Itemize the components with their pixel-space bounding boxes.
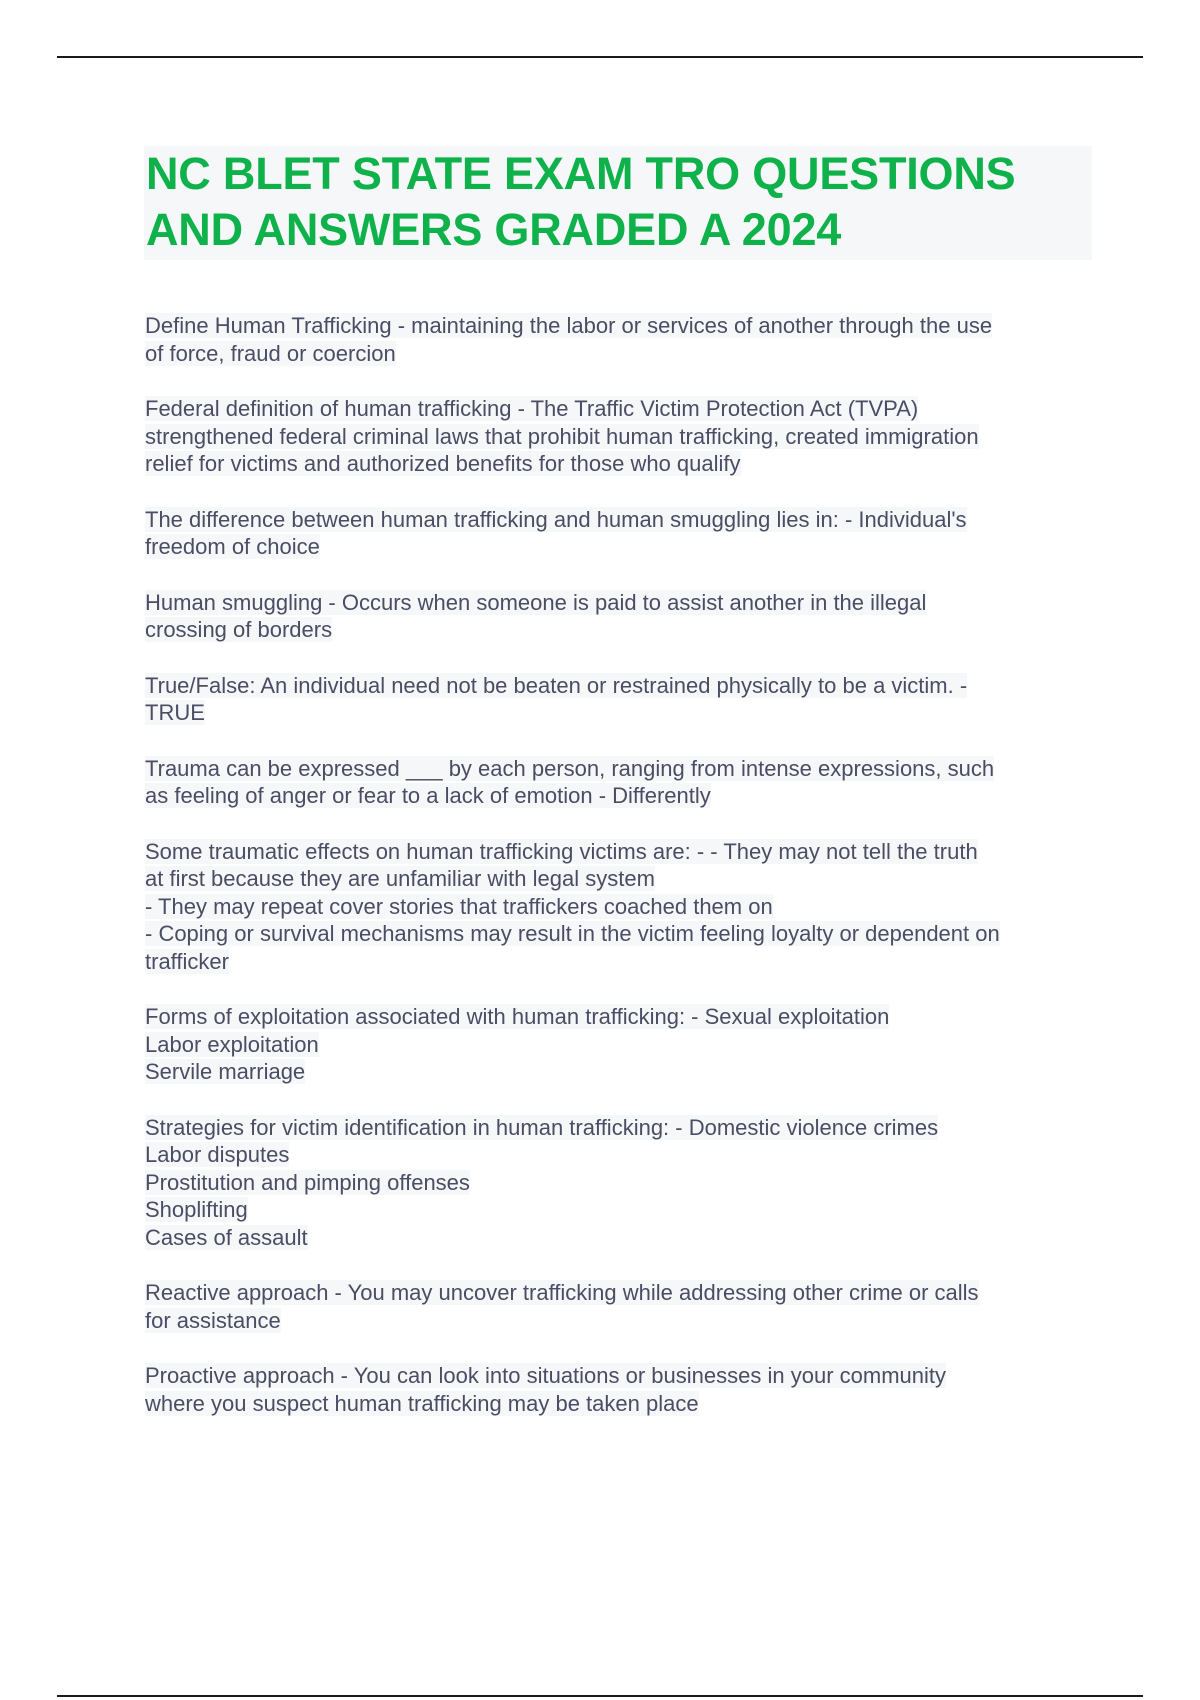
qa-entry	[145, 506, 1090, 561]
qa-line-text: Prostitution and pimping offenses	[145, 1169, 470, 1195]
qa-entry	[145, 589, 1090, 644]
qa-line	[145, 1224, 1090, 1252]
qa-line	[145, 838, 1090, 866]
qa-entry	[145, 838, 1090, 976]
qa-line	[145, 616, 1090, 644]
qa-line-text: strengthened federal criminal laws that prohibit human trafficking, created immigration	[145, 423, 979, 449]
qa-line-text: Cases of assault	[145, 1224, 308, 1250]
qa-entry	[145, 395, 1090, 478]
qa-line	[145, 450, 1090, 478]
qa-line-text: - They may repeat cover stories that traffickers coached them on	[145, 893, 773, 919]
qa-line-text: Forms of exploitation associated with human trafficking: - Sexual exploitation	[145, 1004, 890, 1029]
qa-line	[145, 1114, 1090, 1142]
qa-line-text: Strategies for victim identification in human trafficking: - Domestic violence crimes	[145, 1114, 939, 1140]
qa-entry	[145, 1362, 1090, 1417]
qa-line-text: Define Human Trafficking - maintaining the labor or services of another through the use	[145, 313, 993, 338]
qa-line	[145, 672, 1090, 700]
qa-line-text: Some traumatic effects on human trafficking victims are: - - They may not tell the truth	[145, 838, 978, 864]
qa-entry	[145, 755, 1090, 810]
qa-line	[145, 395, 1090, 423]
qa-line	[145, 893, 1090, 921]
qa-line	[145, 1003, 1090, 1031]
qa-line	[145, 920, 1090, 948]
qa-line-text: Proactive approach - You can look into situations or businesses in your community	[145, 1363, 946, 1388]
qa-line-text: Reactive approach - You may uncover trafficking while addressing other crime or calls	[145, 1280, 979, 1305]
qa-line	[145, 782, 1090, 810]
qa-line-text: freedom of choice	[145, 534, 320, 559]
title-line-1: NC BLET STATE EXAM TRO QUESTIONS	[146, 148, 1016, 199]
qa-line	[145, 699, 1090, 727]
title-line-2: AND ANSWERS GRADED A 2024	[146, 204, 842, 255]
qa-line-text: relief for victims and authorized benefits for those who qualify	[145, 451, 741, 476]
qa-line	[145, 506, 1090, 534]
qa-line	[145, 755, 1090, 783]
qa-line-text: Labor disputes	[145, 1142, 290, 1167]
qa-line-text: Shoplifting	[145, 1197, 248, 1222]
qa-entry	[145, 1003, 1090, 1086]
qa-line-text: Human smuggling - Occurs when someone is paid to assist another in the illegal	[145, 589, 927, 615]
qa-line	[145, 1169, 1090, 1197]
qa-line	[145, 1307, 1090, 1335]
qa-line	[145, 865, 1090, 893]
bottom-rule	[57, 1695, 1143, 1697]
qa-line	[145, 1031, 1090, 1059]
top-rule	[57, 56, 1143, 58]
qa-entry	[145, 1279, 1090, 1334]
qa-line	[145, 1141, 1090, 1169]
qa-line-text: - Coping or survival mechanisms may result in the victim feeling loyalty or dependent on	[145, 921, 1000, 946]
qa-line	[145, 533, 1090, 561]
qa-line-text: TRUE	[145, 700, 205, 725]
qa-line-text: trafficker	[145, 948, 229, 974]
qa-entry	[145, 1114, 1090, 1252]
qa-line-text: Labor exploitation	[145, 1031, 319, 1057]
qa-entry	[145, 672, 1090, 727]
qa-line	[145, 1362, 1090, 1390]
qa-line-text: True/False: An individual need not be beaten or restrained physically to be a victim. -	[145, 672, 968, 698]
qa-line-text: Servile marriage	[145, 1059, 306, 1084]
qa-line-text: for assistance	[145, 1307, 281, 1333]
qa-line-text: of force, fraud or coercion	[145, 340, 396, 366]
qa-line	[145, 1058, 1090, 1086]
qa-line	[145, 312, 1090, 340]
qa-line-text: as feeling of anger or fear to a lack of emotion - Differently	[145, 783, 711, 808]
qa-list	[145, 312, 1090, 1445]
qa-line-text: The difference between human trafficking and human smuggling lies in: - Individual's	[145, 506, 967, 532]
document-title	[144, 146, 1092, 260]
qa-line	[145, 1279, 1090, 1307]
qa-line	[145, 1196, 1090, 1224]
qa-line	[145, 589, 1090, 617]
qa-line-text: where you suspect human trafficking may be taken place	[145, 1390, 699, 1416]
qa-line	[145, 1390, 1090, 1418]
qa-line-text: Federal definition of human trafficking - The Traffic Victim Protection Act (TVPA)	[145, 396, 919, 421]
qa-line-text: Trauma can be expressed ___ by each person, ranging from intense expressions, such	[145, 755, 995, 781]
qa-line	[145, 423, 1090, 451]
qa-line-text: at first because they are unfamiliar with legal system	[145, 866, 655, 891]
qa-line	[145, 948, 1090, 976]
qa-entry	[145, 312, 1090, 367]
qa-line-text: crossing of borders	[145, 617, 333, 642]
qa-line	[145, 340, 1090, 368]
